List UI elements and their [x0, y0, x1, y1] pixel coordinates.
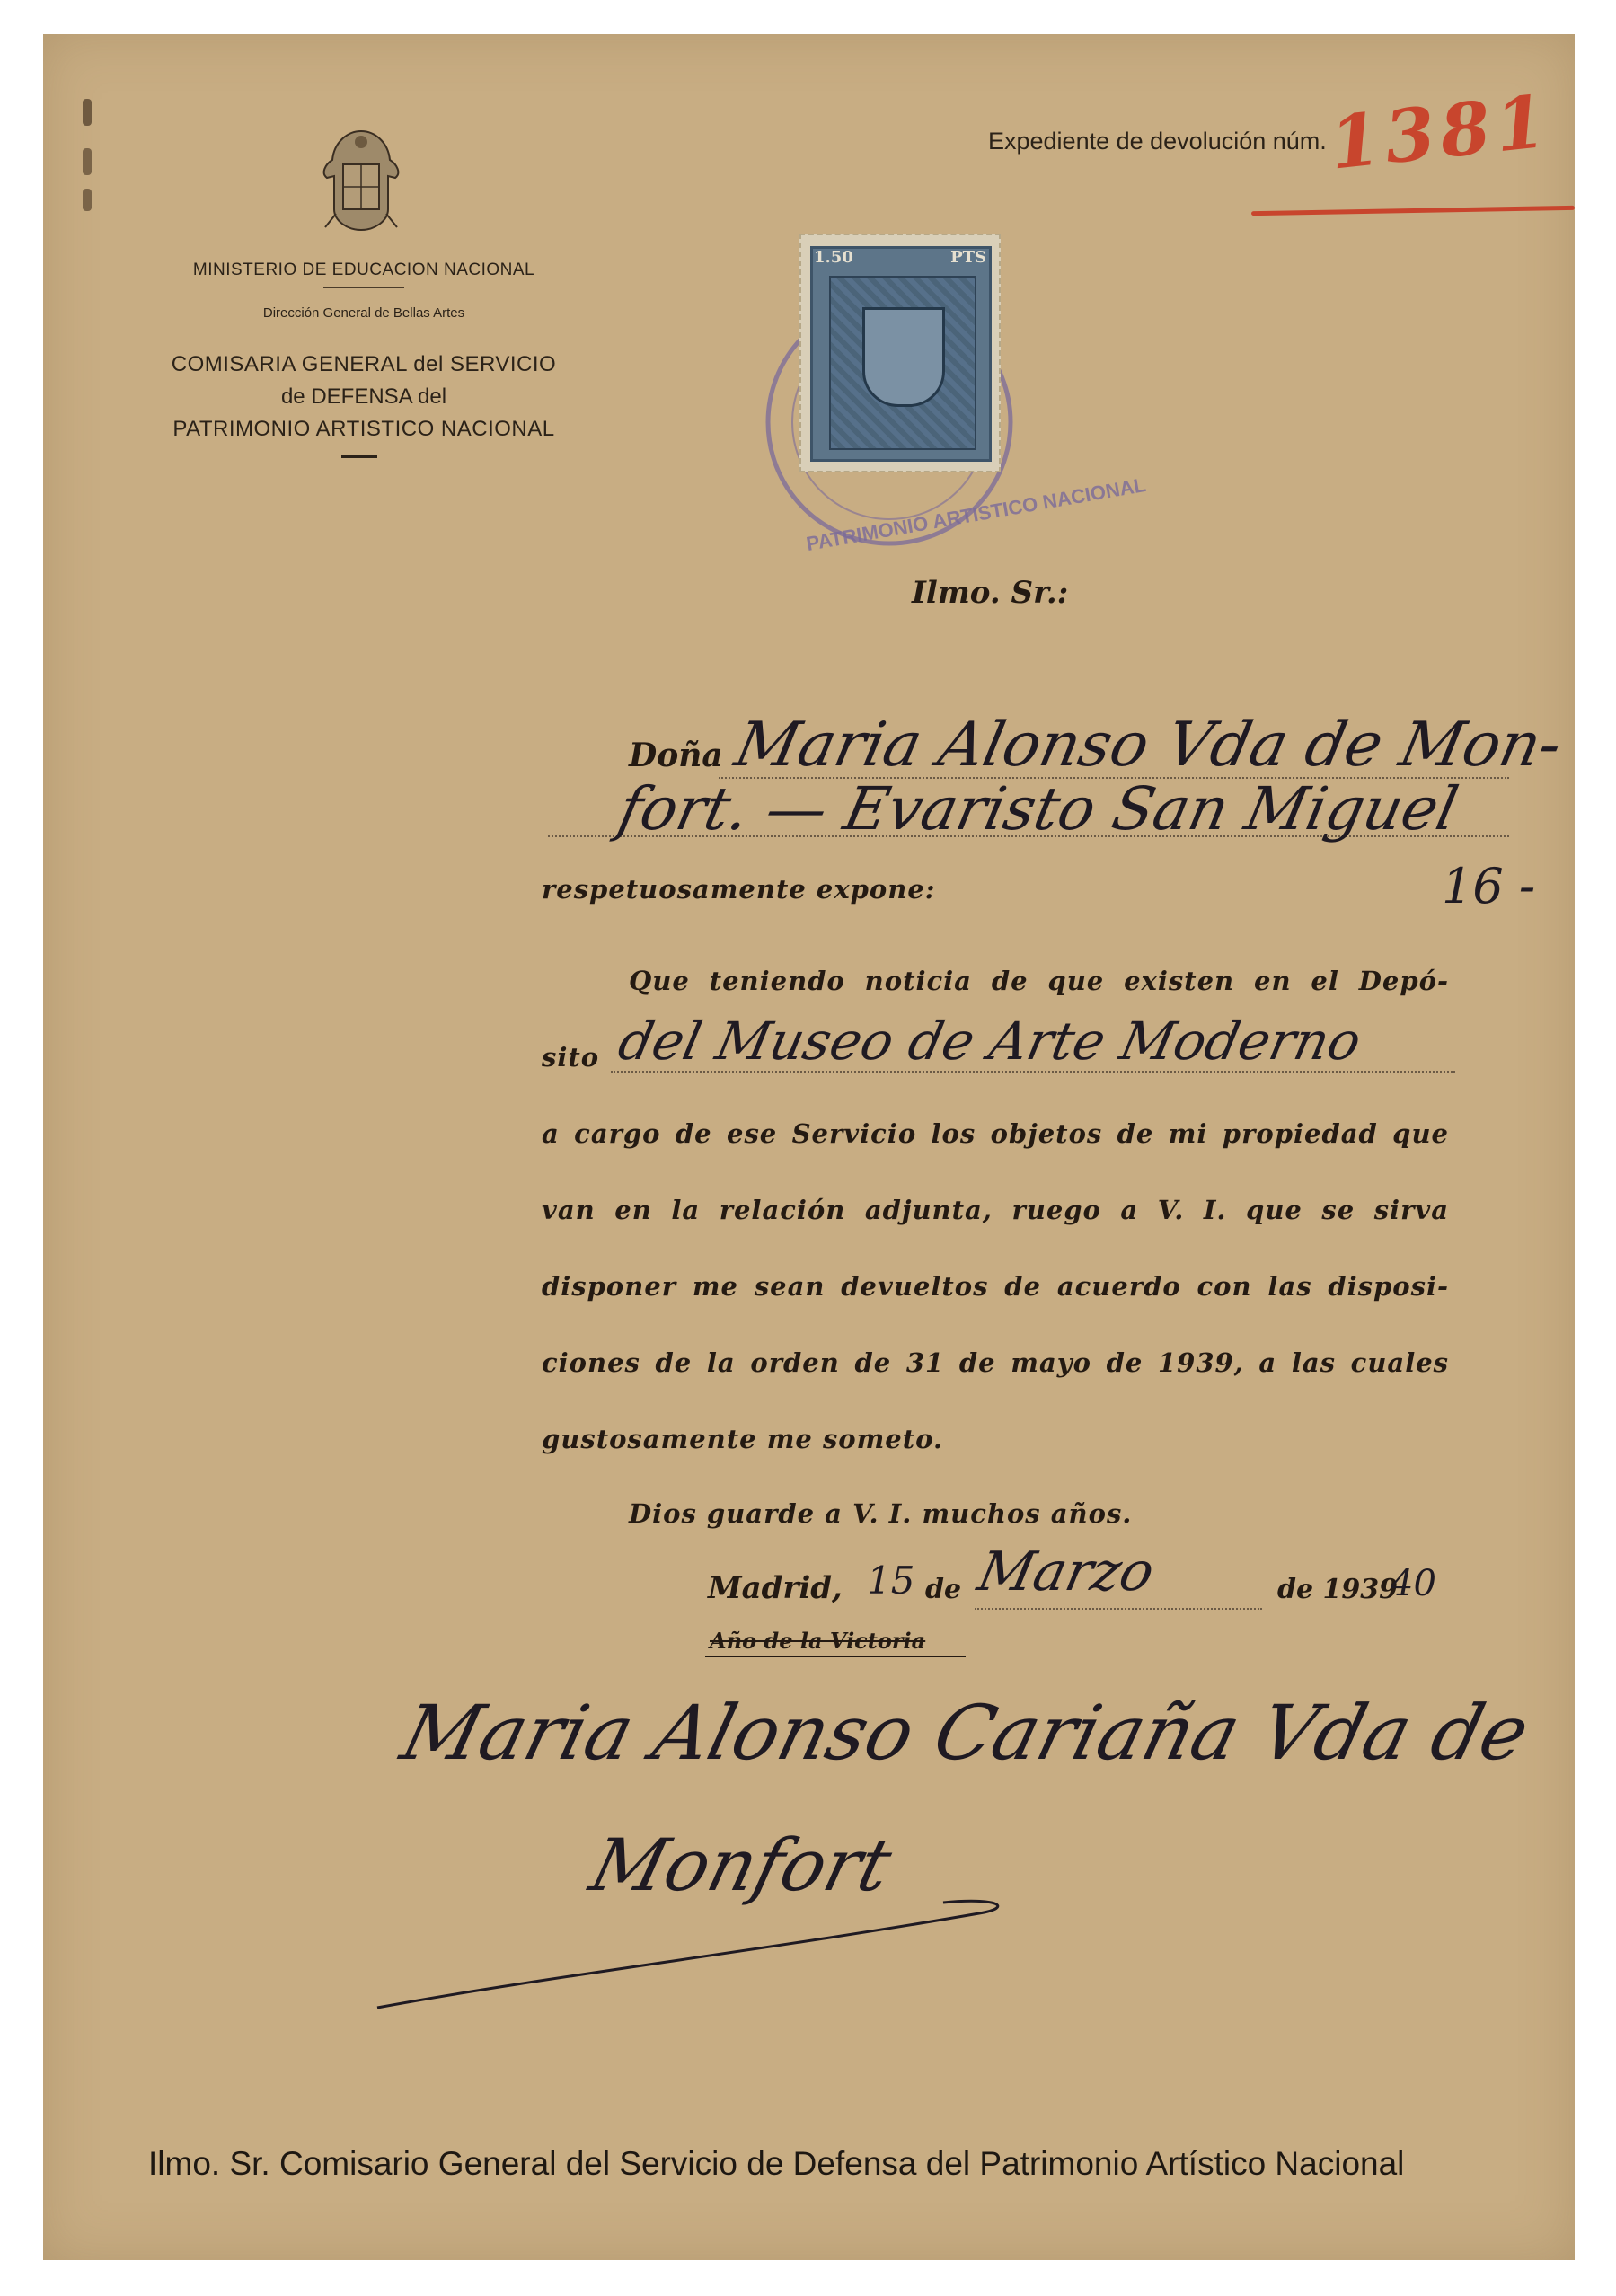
closing-line: Dios guarde a V. I. muchos años.	[629, 1498, 1133, 1529]
body-line-2-prefix: sito	[542, 1042, 600, 1073]
expone-label: respetuosamente expone:	[542, 874, 936, 905]
body-line-6: ciones de la orden de 31 de mayo de 1939, a las cuales	[542, 1347, 1449, 1378]
applicant-name-line2: fort. — Evaristo San Miguel	[612, 774, 1464, 843]
salutation: Ilmo. Sr.:	[912, 575, 1069, 611]
struck-victory-year: Año de la Victoria	[710, 1628, 926, 1654]
date-year: de 1939	[1277, 1574, 1399, 1605]
applicant-name-line1: Maria Alonso Vda de Mon-	[729, 710, 1568, 781]
signature-line1: Maria Alonso Cariaña Vda de	[393, 1689, 1538, 1777]
date-de: de	[925, 1574, 962, 1605]
coat-of-arms-emblem	[316, 124, 406, 236]
commission-heading-line3: PATRIMONIO ARTISTICO NACIONAL	[172, 417, 555, 441]
body-line-4: van en la relación adjunta, ruego a V. I. que se sirva	[542, 1195, 1449, 1225]
revenue-stamp	[799, 234, 1001, 472]
stamp-value-right: PTS	[950, 248, 986, 267]
body-line-3: a cargo de ese Servicio los objetos de mi propiedad que	[542, 1118, 1449, 1149]
applicant-prefix: Doña	[629, 737, 723, 774]
date-year-correction: 40	[1391, 1563, 1436, 1604]
file-number-value: 1381	[1325, 78, 1555, 186]
binding-marks	[79, 99, 97, 216]
footer-addressee: Ilmo. Sr. Comisario General del Servicio de Defensa del Patrimonio Artístico Nacional	[148, 2145, 1405, 2182]
signature-flourish	[368, 1877, 1087, 2021]
date-month: Marzo	[972, 1541, 1161, 1603]
deposit-name: del Museo de Arte Moderno	[613, 1011, 1367, 1072]
commission-heading-line1: COMISARIA GENERAL del SERVICIO	[171, 352, 557, 376]
file-number-label: Expediente de devolución núm.	[988, 128, 1327, 155]
body-line-7: gustosamente me someto.	[542, 1424, 944, 1454]
address-number: 16 -	[1442, 858, 1536, 914]
stamp-value-left: 1.50	[814, 248, 853, 267]
body-line-5: disponer me sean devueltos de acuerdo con las disposi-	[542, 1271, 1449, 1302]
commission-heading-line2: de DEFENSA del	[280, 384, 447, 409]
signature-line2: Monfort	[582, 1824, 900, 1907]
header-rule	[323, 287, 404, 288]
struck-underline	[705, 1656, 966, 1657]
date-day: 15	[867, 1559, 915, 1603]
header-short-rule	[341, 455, 377, 458]
body-line-1: Que teniendo noticia de que existen en el Depó-	[629, 966, 1449, 996]
seal-text: PATRIMONIO ARTISTICO NACIONAL	[804, 472, 1148, 556]
ministry-heading: MINISTERIO DE EDUCACION NACIONAL	[192, 261, 535, 279]
direction-heading: Dirección General de Bellas Artes	[262, 305, 465, 321]
month-dotted-line	[975, 1608, 1262, 1610]
date-city: Madrid,	[708, 1570, 843, 1606]
